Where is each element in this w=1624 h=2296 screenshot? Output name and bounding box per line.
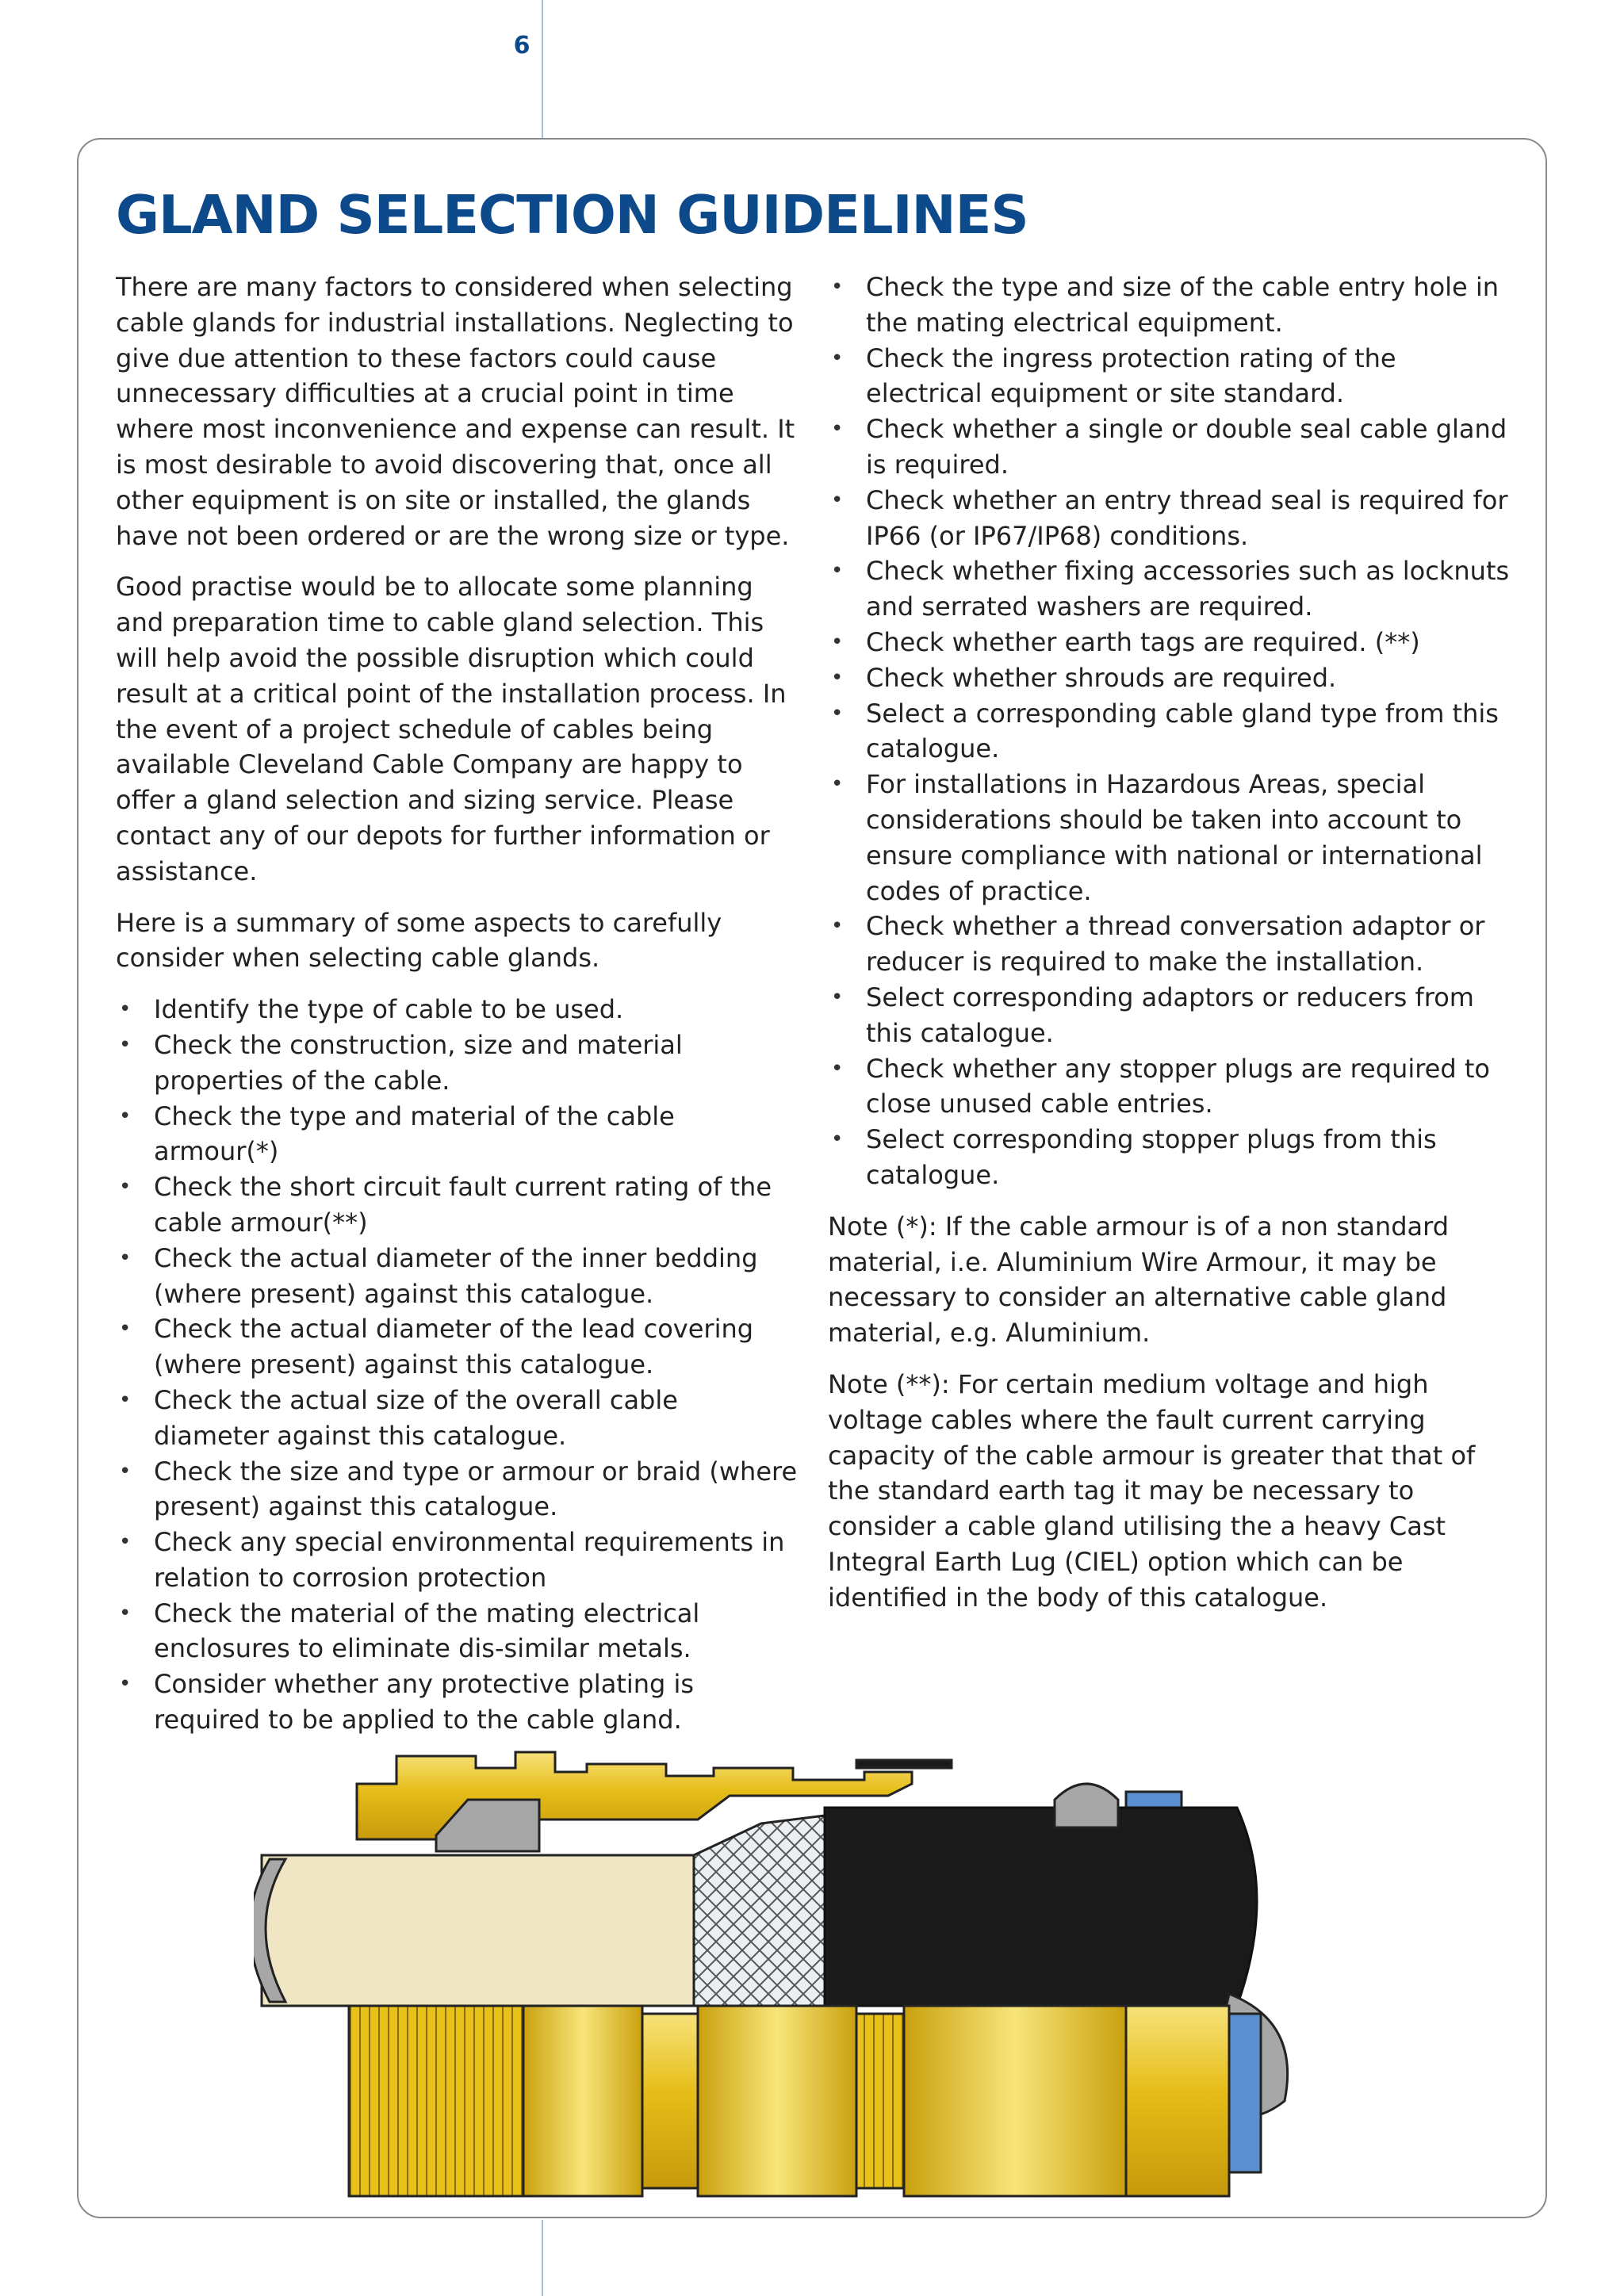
list-item: • Check whether an entry thread seal is required for IP66 (or IP67/IP68) conditions. (828, 483, 1511, 554)
list-item: • Select a corresponding cable gland type from this catalogue. (828, 696, 1511, 767)
list-item: • Check the actual diameter of the inner bedding (where present) against this catalogue. (116, 1241, 798, 1312)
list-item: • Check the material of the mating electrical enclosures to eliminate dis-similar metals. (116, 1596, 798, 1667)
cable-outer-sheath (825, 1808, 1257, 2006)
page-title: GLAND SELECTION GUIDELINES (116, 184, 1028, 246)
left-column (116, 270, 798, 1754)
locking-insert (1055, 1784, 1118, 1827)
bottom-guide-line (542, 2220, 543, 2296)
list-item: • Select corresponding stopper plugs from this catalogue. (828, 1122, 1511, 1193)
list-item: • Check the ingress protection rating of the electrical equipment or site standard. (828, 341, 1511, 412)
list-item: • Consider whether any protective plating is required to be applied to the cable gland. (116, 1667, 798, 1738)
list-item: • Check whether earth tags are required. (**) (828, 625, 1511, 660)
list-item: • Check the type and material of the cable armour(*) (116, 1099, 798, 1170)
list-item: • Check the short circuit fault current rating of the cable armour(**) (116, 1169, 798, 1241)
list-item: • Check the size and type or armour or braid (where present) against this catalogue. (116, 1454, 798, 1525)
top-guide-line (542, 0, 543, 138)
list-item: • For installations in Hazardous Areas, special considerations should be taken into account to ensure compliance with national or international codes of practice. (828, 767, 1511, 909)
left-bullet-list (116, 992, 798, 1738)
list-item: • Select corresponding adaptors or reducers from this catalogue. (828, 980, 1511, 1051)
list-item: • Check the type and size of the cable entry hole in the mating electrical equipment. (828, 270, 1511, 341)
cable-armour-braid (694, 1816, 825, 2006)
cable-inner-sheath (262, 1855, 698, 2006)
page-number: 6 (513, 32, 530, 59)
cable-gland-illustration (254, 1689, 1380, 2204)
right-bullet-list (828, 270, 1511, 1193)
list-item: • Check the actual diameter of the lead covering (where present) against this catalogue. (116, 1311, 798, 1383)
gland-lower-body (349, 2006, 1229, 2196)
list-item: • Identify the type of cable to be used. (116, 992, 798, 1027)
note-fault-current: Note (**): For certain medium voltage and high voltage cables where the fault current carrying capacity of the cable armour is greater that that of the standard earth tag it may be necessary to consider a cable gland utilising the a heavy Cast Integral Earth Lug (CIEL) option which can be identified in the body of this catalogue. (828, 1368, 1476, 1613)
list-item: • Check whether a thread conversation adaptor or reducer is required to make the installation. (828, 909, 1511, 980)
list-item: • Check any special environmental requirements in relation to corrosion protection (116, 1525, 798, 1596)
list-item: • Check the construction, size and material properties of the cable. (116, 1027, 798, 1099)
planning-paragraph: Good practise would be to allocate some planning and preparation time to cable gland selection. This will help avoid the possible disruption which could result at a critical point of the installation process. In the event of a project schedule of cables being available Cleveland Cable Company are happy to offer a gland selection and sizing service. Please contact any of our depots for further information or assistance. (116, 572, 787, 886)
list-item: • Check whether shrouds are required. (828, 660, 1511, 696)
intro-paragraph: There are many factors to considered when selecting cable glands for industrial installations. Neglecting to give due attention to these factors could cause unnecessary difficulties at a crucial point in time where most inconvenience and expense can result. It is most desirable to avoid discovering that, once all other equipment is on site or installed, the glands have not been ordered or are the wrong size or type. (116, 272, 795, 551)
note-armour-material: Note (*): If the cable armour is of a non standard material, i.e. Aluminium Wire Armour, it may be necessary to consider an alternative cable gland material, e.g. Aluminium. (828, 1211, 1450, 1349)
list-item: • Check whether fixing accessories such as locknuts and serrated washers are required. (828, 553, 1511, 625)
right-column (828, 270, 1511, 1631)
list-item: • Check the actual size of the overall cable diameter against this catalogue. (116, 1383, 798, 1454)
list-item: • Check whether a single or double seal cable gland is required. (828, 411, 1511, 483)
blue-seal-lower (1229, 2014, 1261, 2172)
summary-paragraph: Here is a summary of some aspects to carefully consider when selecting cable glands. (116, 907, 722, 974)
list-item: • Check whether any stopper plugs are required to close unused cable entries. (828, 1051, 1511, 1123)
